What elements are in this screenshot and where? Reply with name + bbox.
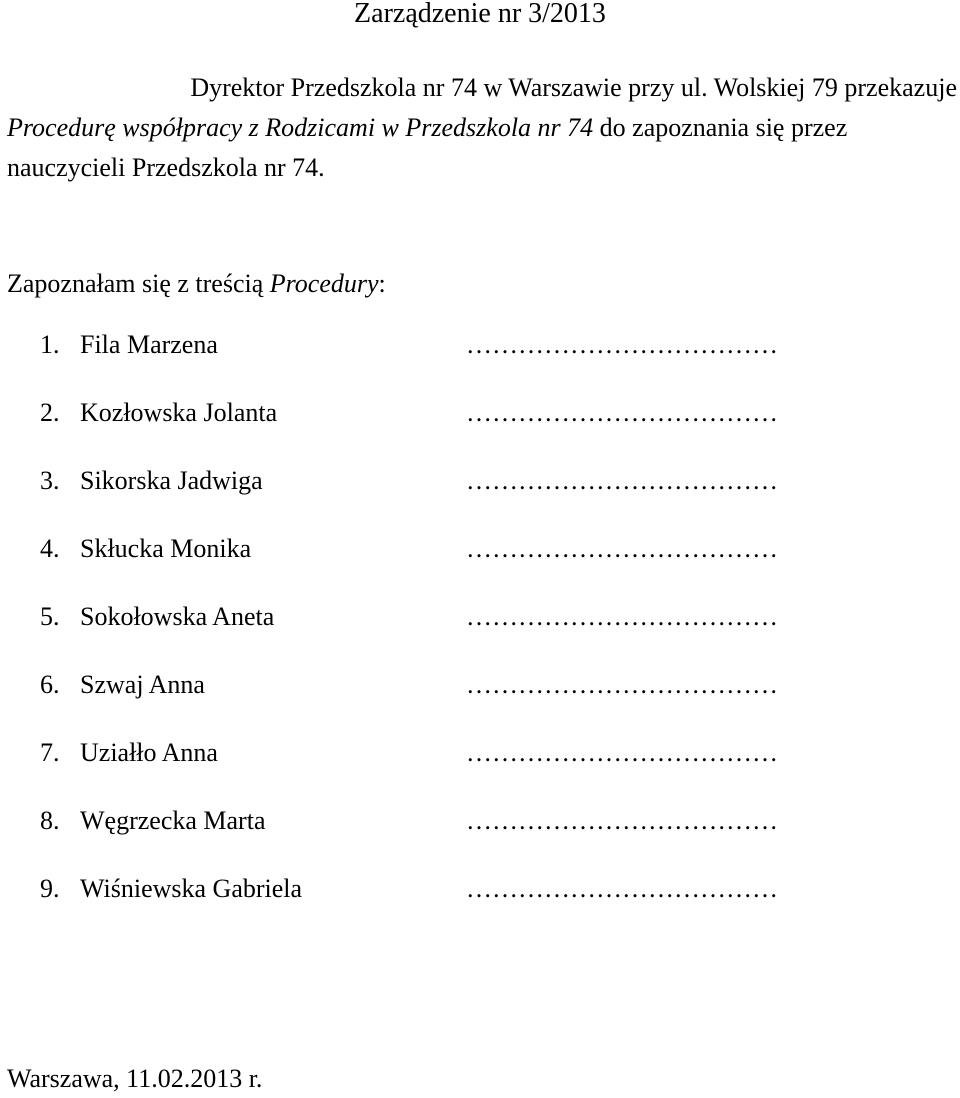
acknowledgement-procedure-word: Procedury (269, 269, 379, 298)
document-title: Zarządzenie nr 3/2013 (354, 0, 606, 29)
intro-line-2-rest: do zapoznania się przez (593, 113, 848, 142)
signatory-number: 8. (40, 806, 60, 835)
signature-line: ……………………………… (466, 806, 778, 835)
signatory-list (0, 327, 960, 939)
signature-line: ……………………………… (466, 330, 778, 359)
signatory-number: 5. (40, 602, 60, 631)
signatory-name: Uziałło Anna (80, 738, 218, 767)
signatory-item (0, 531, 960, 599)
intro-line-2 (7, 108, 957, 148)
signatory-name: Sikorska Jadwiga (80, 466, 263, 495)
signature-line: ……………………………… (466, 398, 778, 427)
signature-line: ……………………………… (466, 738, 778, 767)
signatory-item (0, 803, 960, 871)
signatory-item (0, 871, 960, 939)
signatory-name: Węgrzecka Marta (80, 806, 266, 835)
acknowledgement-prefix: Zapoznałam się z treścią (7, 269, 270, 298)
signatory-item (0, 327, 960, 395)
signatory-number: 4. (40, 534, 60, 563)
signature-line: ……………………………… (466, 602, 778, 631)
signatory-name: Wiśniewska Gabriela (80, 874, 303, 903)
signatory-name: Sokołowska Aneta (80, 602, 275, 631)
place-and-date: Warszawa, 11.02.2013 r. (7, 1064, 263, 1093)
intro-line-3: nauczycieli Przedszkola nr 74. (7, 153, 325, 182)
signatory-item (0, 395, 960, 463)
signature-line: ……………………………… (466, 466, 778, 495)
acknowledgement-suffix: : (378, 269, 386, 298)
signatory-item (0, 463, 960, 531)
signatory-name: Szwaj Anna (80, 670, 205, 699)
signatory-name: Fila Marzena (80, 330, 218, 359)
acknowledgement-heading (7, 266, 386, 302)
signatory-name: Kozłowska Jolanta (80, 398, 278, 427)
signatory-item (0, 667, 960, 735)
signatory-number: 7. (40, 738, 60, 767)
signatory-number: 6. (40, 670, 60, 699)
signatory-item (0, 735, 960, 803)
signatory-number: 3. (40, 466, 60, 495)
signatory-number: 2. (40, 398, 60, 427)
intro-paragraph (7, 68, 957, 188)
signature-line: ……………………………… (466, 534, 778, 563)
intro-line-1: Dyrektor Przedszkola nr 74 w Warszawie przy ul. Wolskiej 79 przekazuje (190, 73, 957, 102)
signatory-item (0, 599, 960, 667)
procedure-name: Procedurę współpracy z Rodzicami w Przedszkola nr 74 (7, 113, 594, 142)
signatory-name: Skłucka Monika (80, 534, 252, 563)
signature-line: ……………………………… (466, 874, 778, 903)
signatory-number: 9. (40, 874, 60, 903)
signatory-number: 1. (40, 330, 60, 359)
signature-line: ……………………………… (466, 670, 778, 699)
